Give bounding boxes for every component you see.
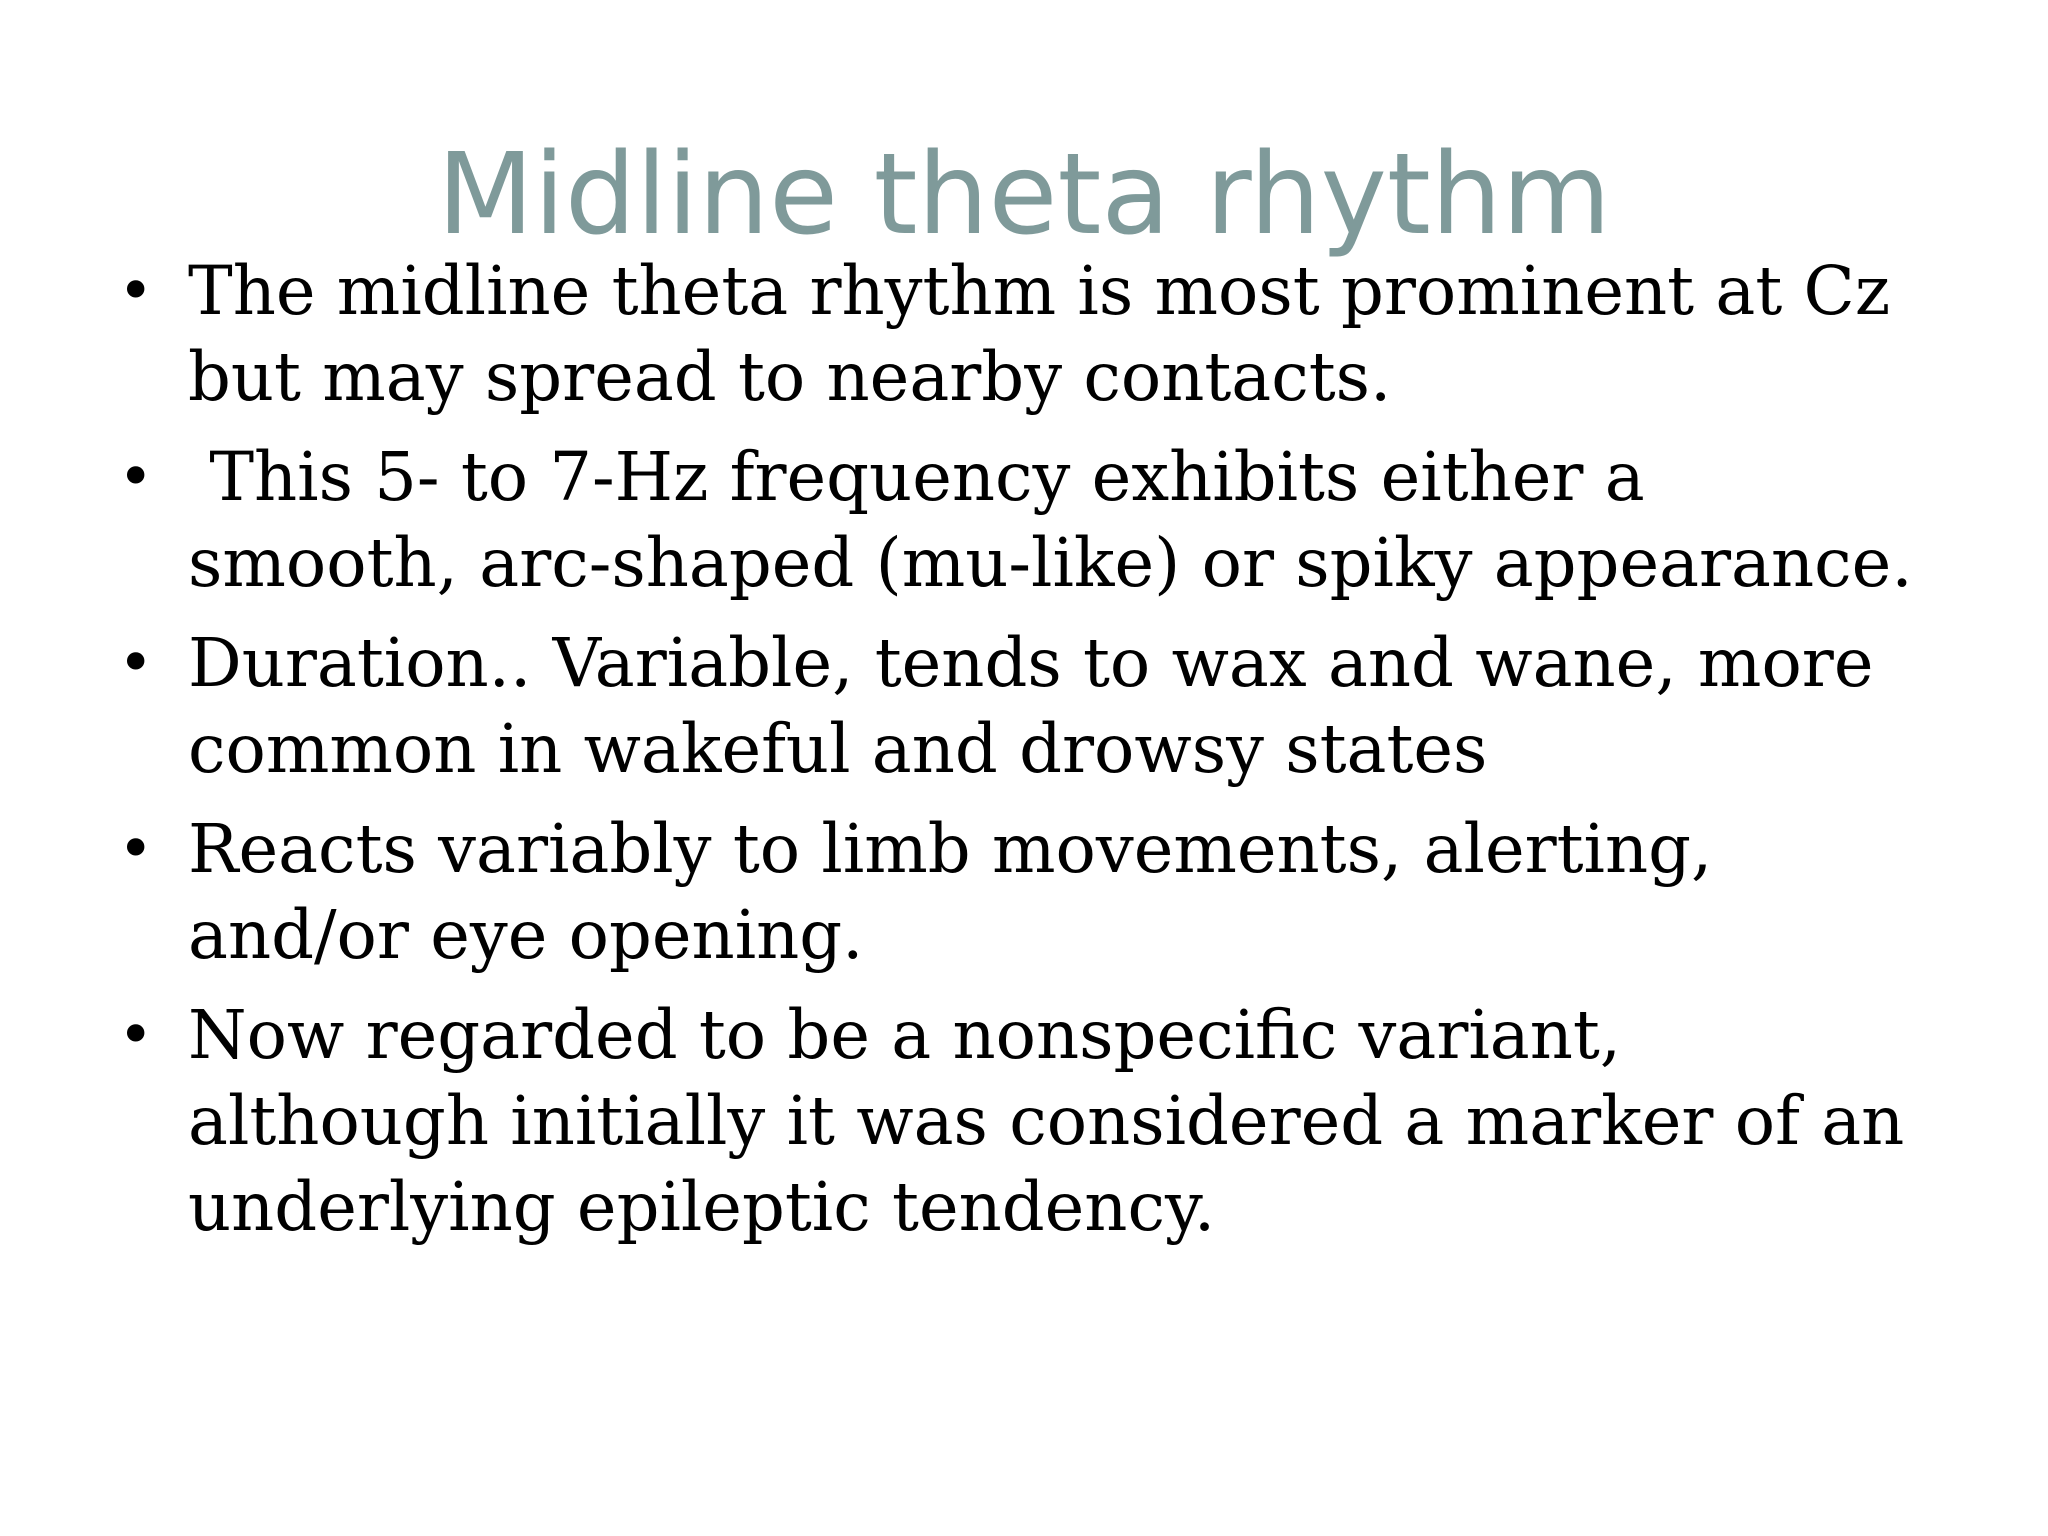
bullet-item [118, 992, 1918, 1250]
bullet-dot-icon: • [118, 1000, 154, 1070]
bullet-item [118, 806, 1918, 978]
bullet-list [118, 248, 1918, 1264]
bullet-dot-icon: • [118, 814, 154, 884]
bullet-dot-icon: • [118, 628, 154, 698]
bullet-text: Duration.. Variable, tends to wax and wane, more common in wakeful and drowsy states [188, 624, 1874, 788]
bullet-text: The midline theta rhythm is most prominent at Cz but may spread to nearby contacts. [188, 252, 1891, 416]
bullet-item [118, 248, 1918, 420]
bullet-dot-icon: • [118, 256, 154, 326]
bullet-text: Reacts variably to limb movements, alerting, and/or eye opening. [188, 810, 1713, 974]
bullet-item [118, 434, 1918, 606]
bullet-text: Now regarded to be a nonspecific variant, although initially it was considered a marker of an underlying epileptic tendency. [188, 996, 1905, 1246]
bullet-text: This 5- to 7-Hz frequency exhibits either a smooth, arc-shaped (mu-like) or spiky appearance. [188, 438, 1913, 602]
bullet-dot-icon: • [118, 442, 154, 512]
bullet-item [118, 620, 1918, 792]
slide-title: Midline theta rhythm [437, 130, 1611, 260]
